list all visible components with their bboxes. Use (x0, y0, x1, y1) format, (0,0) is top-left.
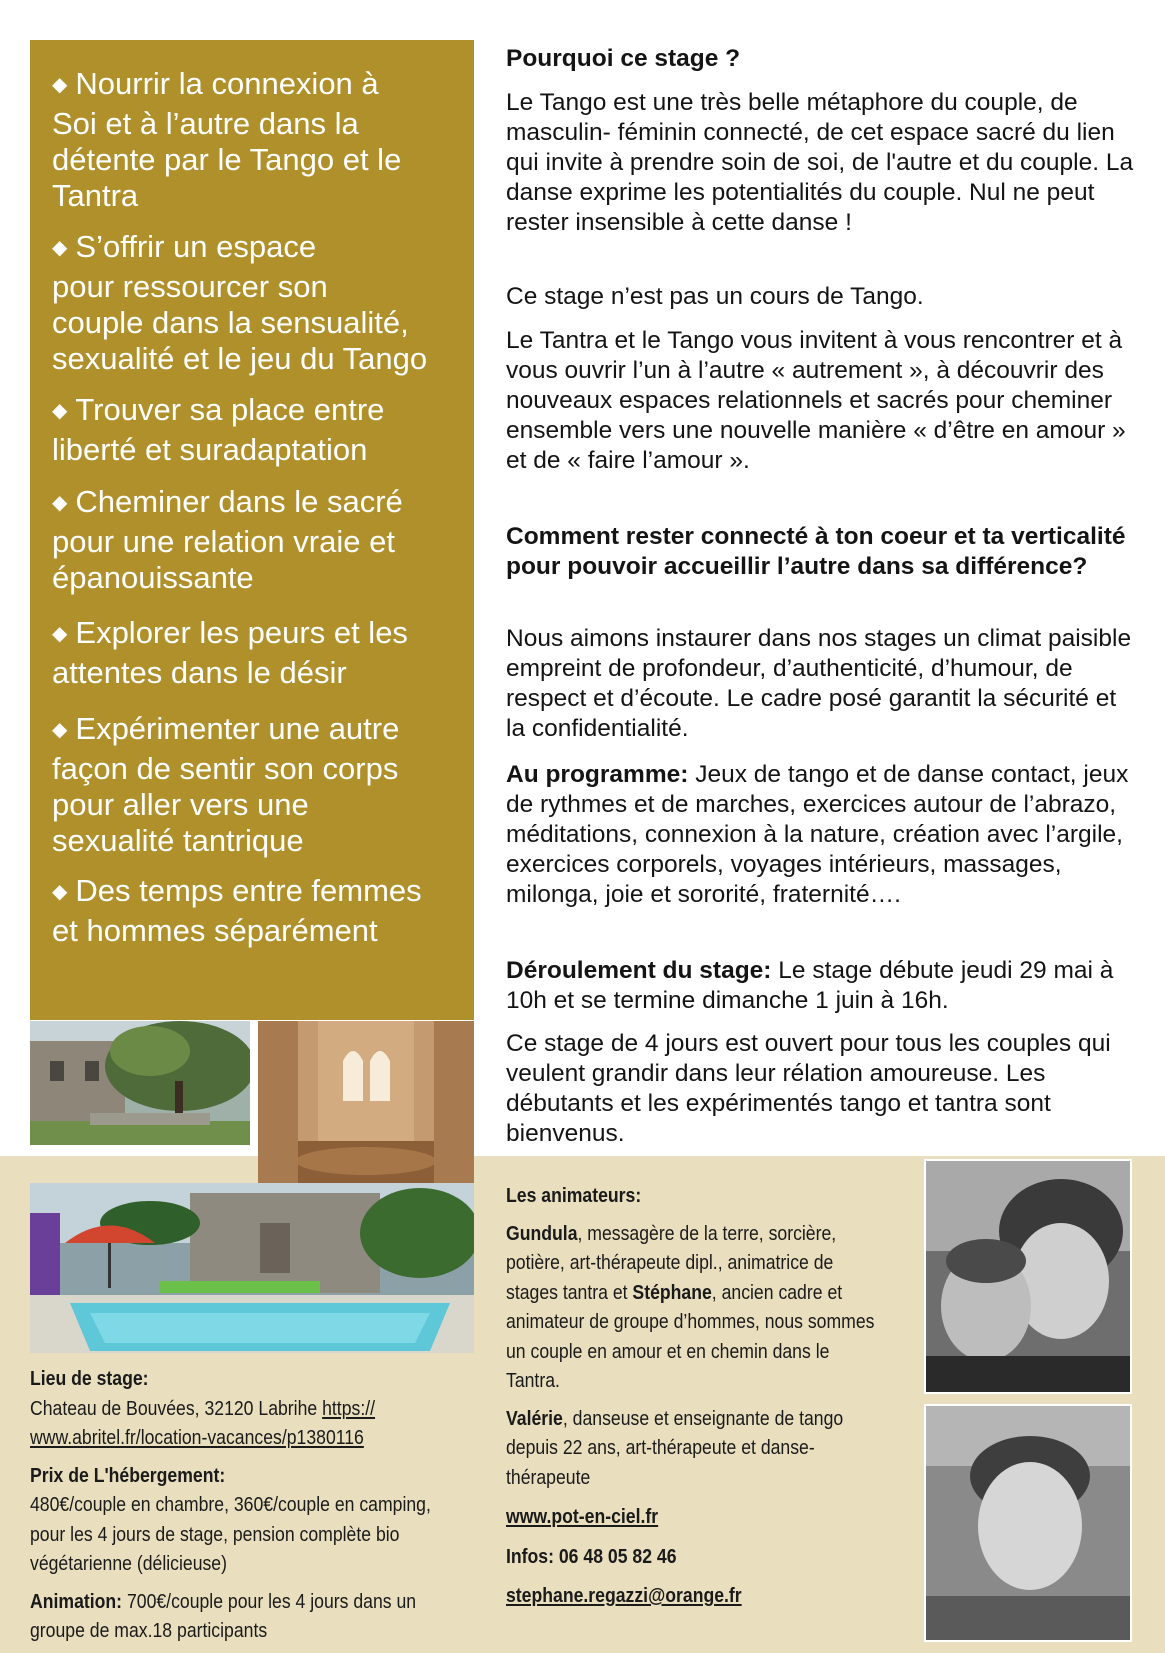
diamond-bullet-icon: ◆ (52, 74, 68, 96)
programme-paragraph: Au programme: Jeux de tango et de danse contact, jeux de rythmes et de marches, exercices autour de l’abrazo, méditations, connexion à la nature, création avec l’argile, exercices corporels, voyages intérieurs, massages, milonga, joie et sororité, fraternité…. (506, 761, 1129, 908)
benefits-box (30, 40, 474, 1020)
lieu-address: Chateau de Bouvées, 32120 Labrihe https:// www.abritel.fr/location-vacances/p1380116 (30, 1396, 376, 1449)
gundula-stephane-bio: Gundula, messagère de la terre, sorcière, potière, art-thérapeute dipl., animatrice de stages tantra et Stéphane, ancien cadre et animateur de groupe d’hommes, nous sommes un couple en amour et en chemin dans le Tantra. (506, 1221, 875, 1392)
couple-portrait-photo (924, 1159, 1132, 1394)
benefit-item: ◆ Cheminer dans le sacré pour une relation vraie et épanouissante (52, 484, 403, 595)
prix-text: 480€/couple en chambre, 360€/couple en camping, pour les 4 jours de stage, pension complète bio végétarienne (délicieuse) (30, 1493, 431, 1575)
lieu-label: Lieu de stage: (30, 1367, 149, 1390)
swimming-pool-photo (30, 1183, 474, 1353)
chapel-interior-photo (258, 1021, 474, 1187)
benefit-item: ◆ Expérimenter une autre façon de sentir son corps pour aller vers une sexualité tantrique (52, 711, 400, 858)
diamond-bullet-icon: ◆ (52, 492, 68, 514)
diamond-bullet-icon: ◆ (52, 881, 68, 903)
why-paragraph-3: Le Tantra et le Tango vous invitent à vous rencontrer et à vous ouvrir l’un à l’autre « autrement », à découvrir des nouveaux espaces relationnels et sacrés pour cheminer ensemble vers une nouvelle manière « d’être en amour » et de « faire l’amour ». (506, 327, 1126, 474)
animateurs-title: Les animateurs: (506, 1184, 642, 1207)
chateau-garden-photo (30, 1021, 250, 1145)
infos-phone: Infos: 06 48 05 82 46 (506, 1544, 677, 1568)
benefit-item: ◆ Trouver sa place entre liberté et suradaptation (52, 392, 385, 467)
lieu-link[interactable]: https:// www.abritel.fr/location-vacances/p1380116 (30, 1396, 376, 1449)
open-paragraph: Ce stage de 4 jours est ouvert pour tous les couples qui veulent grandir dans leur rélation amoureuse. Les débutants et les expérimentés tango et tantra sont bienvenus. (506, 1030, 1111, 1147)
valerie-portrait-photo (924, 1404, 1132, 1642)
valerie-bio: Valérie, danseuse et enseignante de tango depuis 22 ans, art-thérapeute et danse-thérapeute (506, 1406, 844, 1489)
why-title: Pourquoi ce stage ? (506, 45, 741, 72)
deroulement-paragraph: Déroulement du stage: Le stage débute jeudi 29 mai à 10h et se termine dimanche 1 juin à 16h. (506, 957, 1114, 1014)
benefit-item: ◆ Nourrir la connexion à Soi et à l’autre dans la détente par le Tango et le Tantra (52, 66, 402, 213)
animation-text: Animation: 700€/couple pour les 4 jours dans un groupe de max.18 participants (30, 1589, 417, 1642)
benefit-item: ◆ S’offrir un espace pour ressourcer son couple dans la sensualité, sexualité et le jeu du Tango (52, 229, 428, 376)
why-paragraph-2: Ce stage n’est pas un cours de Tango. (506, 283, 924, 310)
website-link[interactable]: www.pot-en-ciel.fr (506, 1505, 659, 1528)
diamond-bullet-icon: ◆ (52, 719, 68, 741)
animateurs-section (506, 1181, 876, 1611)
diamond-bullet-icon: ◆ (52, 400, 68, 422)
prix-label: Prix de L'hébergement: (30, 1463, 226, 1487)
climate-paragraph: Nous aimons instaurer dans nos stages un climat paisible empreint de profondeur, d’authenticité, d’humour, de respect et d’écoute. Le cadre posé garantit la sécurité et la confidentialité. (506, 625, 1132, 742)
practical-info (30, 1364, 460, 1646)
benefit-item: ◆ Des temps entre femmes et hommes séparément (52, 873, 422, 948)
question-heading: Comment rester connecté à ton coeur et ta verticalité pour pouvoir accueillir l’autre dans sa différence? (506, 523, 1126, 580)
diamond-bullet-icon: ◆ (52, 623, 68, 645)
benefit-item: ◆ Explorer les peurs et les attentes dans le désir (52, 615, 408, 690)
email-link[interactable]: stephane.regazzi@orange.fr (506, 1584, 742, 1607)
why-paragraph-1: Le Tango est une très belle métaphore du couple, de masculin- féminin connecté, de cet espace sacré du lien qui invite à prendre soin de soi, de l'autre et du couple. La danse exprime les potentialités du couple. Nul ne peut rester insensible à cette danse ! (506, 89, 1134, 236)
diamond-bullet-icon: ◆ (52, 237, 68, 259)
